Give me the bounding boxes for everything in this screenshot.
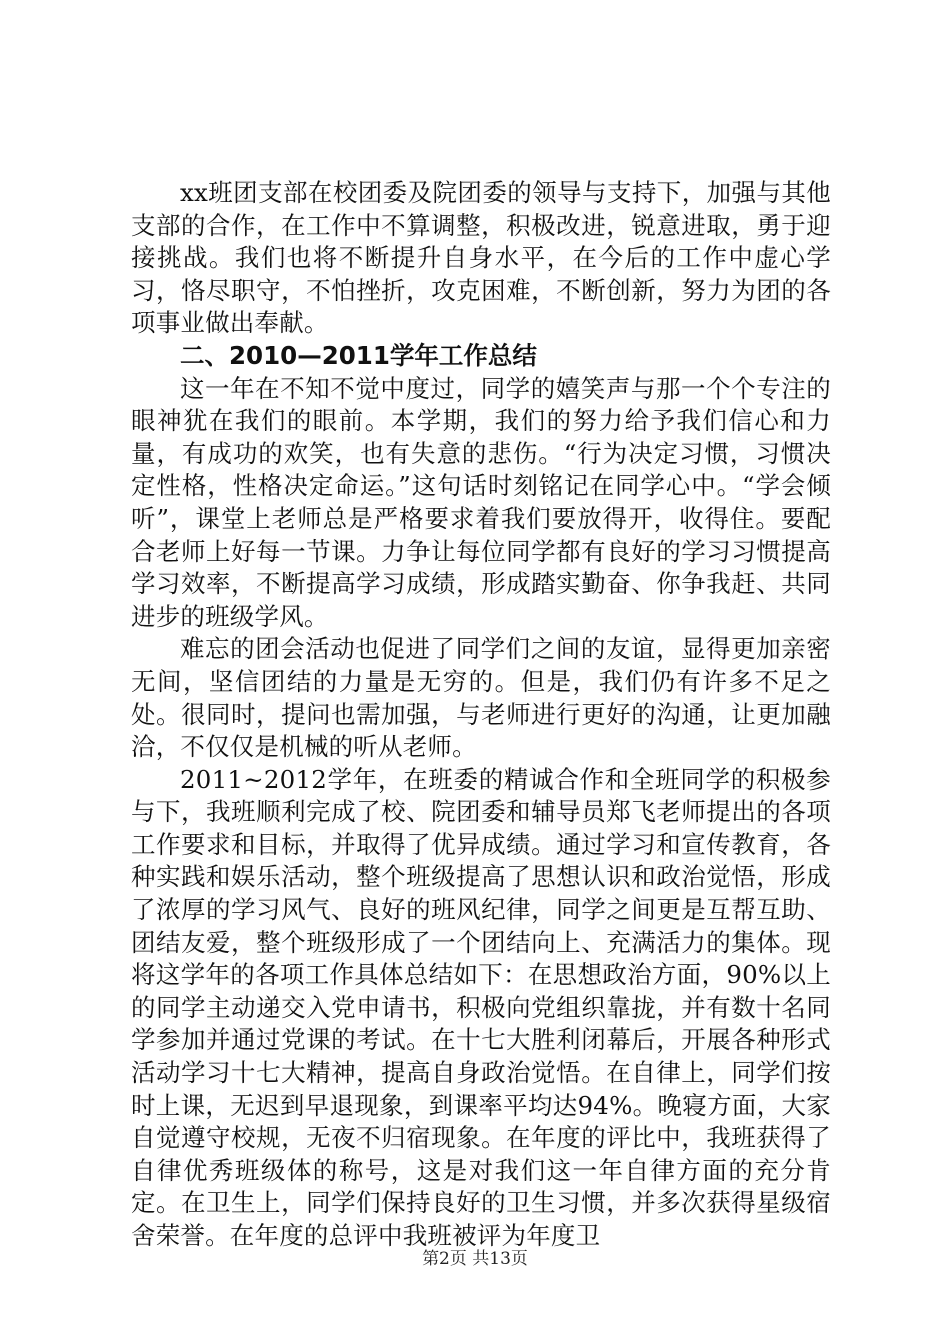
page-number-footer: 第2页 共13页 [422, 1249, 528, 1269]
section-heading: 二、2010—2011学年工作总结 [180, 340, 537, 370]
paragraph-year-review: 这一年在不知不觉中度过，同学的嬉笑声与那一个个专注的眼神犹在我们的眼前。本学期，我们的努力给予我们信心和力量，有成功的欢笑，也有失意的悲伤。“行为决定习惯，习惯决定性格，性格决定命运。”这句话时刻铭记在同学心中。“学会倾听”，课堂上老师总是严格要求着我们要放得开，收得住。要配合老师上好每一节课。力争让每位同学都有良好的学习习惯提高学习效率，不断提高学习成绩，形成踏实勤奋、你争我赶、共同进步的班级学风。 [131, 373, 831, 631]
paragraph-league-activities: 难忘的团会活动也促进了同学们之间的友谊，显得更加亲密无间，坚信团结的力量是无穷的。但是，我们仍有许多不足之处。很同时，提问也需加强，与老师进行更好的沟通，让更加融洽，不仅仅是机械的听从老师。 [131, 634, 831, 762]
document-body [131, 177, 831, 1253]
paragraph-2011-2012-summary: 2011~2012学年，在班委的精诚合作和全班同学的积极参与下，我班顺利完成了校、院团委和辅导员郑飞老师提出的各项工作要求和目标，并取得了优异成绩。通过学习和宣传教育，各种实践和娱乐活动，整个班级提高了思想认识和政治觉悟，形成了浓厚的学习风气、良好的班风纪律，同学之间更是互帮互助、团结友爱，整个班级形成了一个团结向上、充满活力的集体。现将这学年的各项工作具体总结如下：在思想政治方面，90%以上的同学主动递交入党申请书，积极向党组织靠拢，并有数十名同学参加并通过党课的考试。在十七大胜利闭幕后，开展各种形式活动学习十七大精神，提高自身政治觉悟。在自律上，同学们按时上课，无迟到早退现象，到课率平均达94%。晚寝方面，大家自觉遵守校规，无夜不归宿现象。在年度的评比中，我班获得了自律优秀班级体的称号，这是对我们这一年自律方面的充分肯定。在卫生上，同学们保持良好的卫生习惯，并多次获得星级宿舍荣誉。在年度的总评中我班被评为年度卫 [131, 764, 831, 1250]
paragraph-branch-summary: xx班团支部在校团委及院团委的领导与支持下，加强与其他支部的合作，在工作中不算调整，积极改进，锐意进取，勇于迎接挑战。我们也将不断提升自身水平，在今后的工作中虚心学习，恪尽职守，不怕挫折，攻克困难，不断创新，努力为团的各项事业做出奉献。 [131, 178, 831, 338]
